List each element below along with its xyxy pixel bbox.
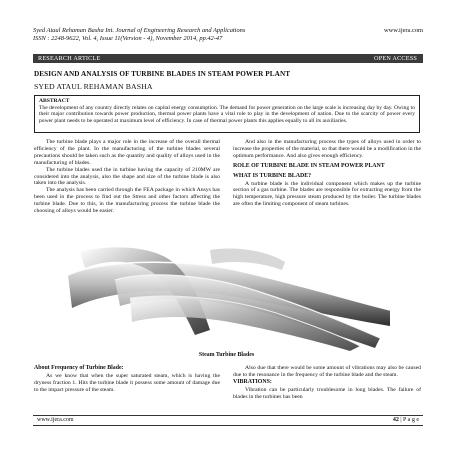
running-header <box>33 27 423 43</box>
frequency-heading: About Frequency of Turbine Blade: <box>34 365 124 371</box>
left-column <box>34 139 220 215</box>
left-paragraph-3: The analysis has been carried through the FEA package in which Ansys has been used in the process to find out the Stress and other factors affecting the turbine blade. Due to this, in the manufacturing process the turbine blade the choosing of alloys would be easier. <box>34 187 220 215</box>
section-heading-what-is: WHAT IS TURBINE BLADE? <box>233 172 312 179</box>
vibrations-paragraph: Vibration can be particularly troublesome in long blades. The failure of blades in the turbines has been <box>233 386 421 400</box>
open-access-label: OPEN ACCESS <box>374 55 417 62</box>
page-footer <box>33 415 423 426</box>
journal-citation-line1: Syed Ataul Rehaman Basha Int. Journal of Engineering Research and Applications <box>33 27 246 34</box>
page-word: | P a g e <box>398 417 419 423</box>
abstract-heading: ABSTRACT <box>39 98 70 104</box>
resonance-paragraph: Also due that there would be some amount of vibrations may also be caused due to the resonance in the frequency of the turbine blade and the steam. <box>233 365 421 378</box>
article-type-bar <box>33 54 423 63</box>
abstract-box <box>34 95 420 133</box>
bottom-right-column <box>233 365 421 401</box>
figure-caption: Steam Turbine Blades <box>198 352 255 358</box>
left-paragraph-1: The turbine blade plays a major role in the increase of the overall thermal efficiency of the plant. In the manufacturing of the turbine blades several precautions should be taken such as the quantity and quality of alloys used in the manufacturing of blades. <box>34 139 220 166</box>
page-number-value: 42 <box>392 417 399 423</box>
turbine-blades-photo <box>60 240 400 352</box>
paper-title: DESIGN AND ANALYSIS OF TURBINE BLADES IN STEAM POWER PLANT <box>34 70 291 78</box>
paper-author: SYED ATAUL REHAMAN BASHA <box>34 82 153 91</box>
vibrations-heading: VIBRATIONS: <box>233 378 272 385</box>
abstract-text: The development of any country directly relates on capital energy consumption. The demand for power generation on the large scale is increasing day by day. Owing to their major contribution towards power production, thermal power plants have a vital role to play in the development of nation. Due to the scarcity of power every power plant needs to be operated at maximum level of efficiency. In case of thermal power plants this applies equally to all its auxiliaries. <box>39 104 415 125</box>
frequency-paragraph: As we know that when the super saturated steam, which is having the dryness fraction 1. Hits the turbine blade it possess some amount of damage due to the impact pressure of the steam. <box>34 372 220 393</box>
header-site-link[interactable]: www.ijera.com <box>384 27 423 34</box>
right-paragraph-1: And also in the manufacturing process the types of alloys used in order to increase the properties of the material, so that there would be a modification in the optimum performance. And also gives enough efficiency. <box>233 139 421 159</box>
right-paragraph-2: A turbine blade is the individual component which makes up the turbine section of a gas turbine. The blades are responsible for extracting energy from the high temperature, high pressure steam produced by the boiler. The turbine blades are often the limiting component of steam turbines. <box>233 180 421 208</box>
left-paragraph-2: The turbine blades used the in turbine having the capacity of 210MW are considered into the analysis, also the shape and size of the turbine blade is also taken into the analysis. <box>34 166 220 187</box>
bottom-left-column <box>34 365 220 394</box>
journal-citation-line2: ISSN : 2248-9622, Vol. 4, Issue 11(Version - 4), November 2014, pp.42-47 <box>33 35 223 42</box>
footer-site-link[interactable]: www.ijera.com <box>37 417 74 423</box>
section-heading-role: ROLE OF TURBINE BLADE IN STEAM POWER PLANT <box>233 162 385 169</box>
page-number <box>393 416 419 425</box>
right-column <box>233 139 421 208</box>
article-type-label: RESEARCH ARTICLE <box>38 55 101 62</box>
